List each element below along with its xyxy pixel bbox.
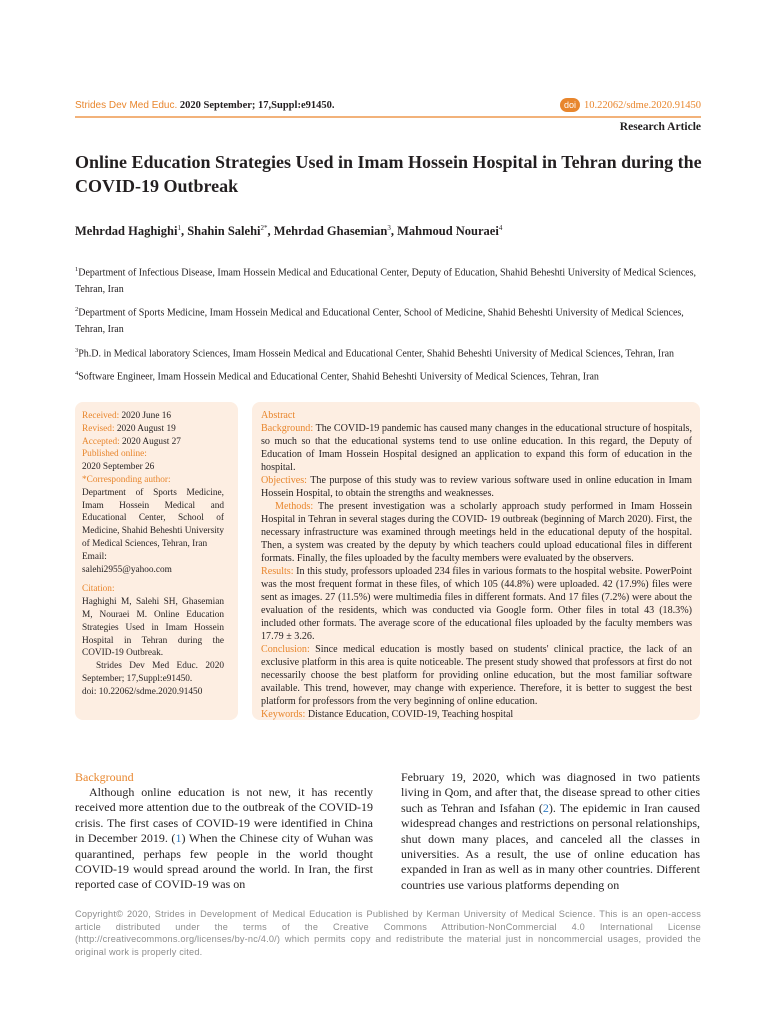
keywords-label: Keywords: bbox=[261, 709, 306, 720]
abstract-background bbox=[261, 422, 692, 474]
published-label: Published online: bbox=[82, 449, 147, 460]
citation-text: Haghighi M, Salehi SH, Ghasemian M, Nouraei M. Online Education Strategies Used in Imam Hossein Hospital in Tehran during the COVID-19 Outbreak. bbox=[82, 597, 224, 659]
header-divider bbox=[75, 116, 701, 118]
reference-link[interactable]: 2 bbox=[542, 800, 549, 815]
corresponding-label: *Corresponding author: bbox=[82, 474, 171, 485]
conclusion-text: Since medical education is mostly based on students' clinical practice, the lack of an exclusive platform in this area is quite noticeable. The present study showed that professors at first do not necessarily choose the best platform for providing online education, but the most familiar software available. This trend, however, may change with experience. Therefore, it is better to suggest the best platform for professors from the very beginning of online education. bbox=[261, 644, 692, 707]
corresponding-address: Department of Sports Medicine, Imam Hossein Medical and Educational Center, School of Medicine, Shahid Beheshti University of Medical Sciences, Tehran, Iran bbox=[82, 487, 225, 549]
article-info-box bbox=[75, 402, 238, 720]
affiliation-mark: 2 bbox=[75, 306, 79, 314]
author-affil-mark: 3 bbox=[387, 224, 391, 232]
keywords-text: Distance Education, COVID-19, Teaching hospital bbox=[305, 709, 514, 720]
affiliation-text: Ph.D. in Medical laboratory Sciences, Imam Hossein Medical and Educational Center, Shahid Beheshti University of Medical Sciences, Tehran, Iran bbox=[78, 347, 675, 359]
author-separator: , bbox=[267, 224, 274, 239]
accepted-date bbox=[82, 436, 224, 449]
background-text: The COVID-19 pandemic has caused many changes in the educational structure of hospitals, so much so that the educational systems tend to use online education. In this regard, the Deputy of Education of Imam Hossein Hospital designed an application to expand this form of education in the hospital. bbox=[261, 423, 692, 473]
received-date bbox=[82, 410, 224, 423]
results-text: In this study, professors uploaded 234 files in various formats to the hospital website. PowerPoint was the most frequent format in these files, of which 105 (44.8%) were uploaded. 42 (17.9%) files were sent as images. 27 (11.5%) were multimedia files in different formats. And 17 files (7.2%) were about the evaluation of the residents, which was conducted via Google form. Other files in total 43 (18.3%) included other formats. The average score of the educational files uploaded by the faculty members was 17.79 ± 3.26. bbox=[261, 566, 692, 642]
doi-text[interactable]: 10.22062/sdme.2020.91450 bbox=[584, 99, 701, 111]
published-value: 2020 September 26 bbox=[82, 462, 155, 473]
received-value: 2020 June 16 bbox=[119, 411, 172, 421]
body-text: ). The epidemic in Iran caused widespread changes and restrictions on personal relationships, shut down many places, and canceled all the classes in universities. As a result, the use of online education has expanded in Iran as well as in many other countries. Different countries use various platforms depending on bbox=[401, 800, 700, 892]
objectives-text: The purpose of this study was to review various software used in online education in Imam Hossein Hospital, to obtain the strengths and weaknesses. bbox=[261, 475, 692, 499]
revised-value: 2020 August 19 bbox=[114, 423, 176, 434]
author-name: Mahmoud Nouraei bbox=[397, 224, 499, 239]
doi-link[interactable] bbox=[560, 98, 701, 112]
author-affil-mark: 4 bbox=[498, 224, 503, 232]
body-paragraph bbox=[75, 785, 373, 893]
abstract-results bbox=[261, 565, 692, 643]
revised-date bbox=[82, 423, 224, 436]
objectives-label: Objectives: bbox=[261, 475, 307, 486]
citation-doi[interactable]: doi: 10.22062/sdme.2020.91450 bbox=[82, 686, 203, 697]
affiliation-mark: 3 bbox=[75, 346, 79, 354]
methods-label: Methods: bbox=[275, 501, 314, 512]
affiliation-list bbox=[75, 262, 705, 390]
author-name: Shahin Salehi bbox=[187, 224, 261, 239]
conclusion-label: Conclusion: bbox=[261, 644, 310, 655]
affiliation-text: Department of Sports Medicine, Imam Hossein Medical and Educational Center, School of Medicine, Shahid Beheshti University of Medical Sciences, Tehran, Iran bbox=[75, 307, 684, 336]
author-affil-mark: 2* bbox=[260, 224, 268, 232]
abstract-conclusion bbox=[261, 643, 692, 708]
page-header bbox=[75, 98, 701, 116]
revised-label: Revised: bbox=[82, 423, 115, 434]
author-name: Mehrdad Haghighi bbox=[75, 224, 178, 239]
affiliation-mark: 4 bbox=[75, 370, 79, 378]
affiliation bbox=[75, 343, 705, 363]
author-separator: , bbox=[390, 224, 398, 239]
body-column-left bbox=[75, 770, 373, 893]
body-paragraph bbox=[401, 770, 700, 893]
journal-name[interactable]: Strides Dev Med Educ. bbox=[75, 100, 178, 111]
results-label: Results: bbox=[261, 566, 294, 577]
author-name: Mehrdad Ghasemian bbox=[273, 224, 388, 239]
email-link[interactable]: salehi2955@yahoo.com bbox=[82, 564, 172, 575]
body-text: February 19, 2020, which was diagnosed in two patients living in Qom, and after that, the disease spread to other cities such as Tehran and Isfahan ( bbox=[401, 770, 700, 815]
author-separator: , bbox=[180, 224, 188, 239]
methods-text: The present investigation was a scholarly approach study performed in Imam Hossein Hospital in Tehran in several stages during the COVID- 19 outbreak (beginning of March 2020). First, the necessary infrastructure was examined through meetings held in the educational deputy of the hospital. Then, a system was created by the deputy by which teachers could upload educational files in different formats. Finally, the files uploaded by the faculty members were evaluated by the observers. bbox=[261, 501, 692, 564]
doi-icon: doi bbox=[560, 98, 580, 112]
abstract-objectives bbox=[261, 474, 692, 500]
abstract-box bbox=[252, 402, 700, 720]
reference-link[interactable]: 1 bbox=[175, 831, 182, 846]
journal-citation-line bbox=[75, 100, 334, 111]
received-label: Received: bbox=[82, 411, 120, 421]
article-type-label: Research Article bbox=[619, 121, 701, 133]
background-label: Background: bbox=[261, 423, 314, 434]
abstract-keywords bbox=[261, 708, 692, 721]
journal-issue: 2020 September; 17,Suppl:e91450. bbox=[177, 100, 335, 111]
accepted-label: Accepted: bbox=[82, 436, 120, 447]
affiliation-mark: 1 bbox=[75, 266, 79, 273]
abstract-methods bbox=[261, 500, 692, 565]
affiliation bbox=[75, 366, 705, 386]
section-heading-background: Background bbox=[75, 770, 134, 784]
article-title: Online Education Strategies Used in Imam Hossein Hospital in Tehran during the COVID-19 Outbreak bbox=[75, 152, 702, 196]
affiliation-text: Department of Infectious Disease, Imam Hossein Medical and Educational Center, Deputy of Education, Shahid Beheshti University of Medical Sciences, Tehran, Iran bbox=[75, 267, 697, 295]
affiliation bbox=[75, 302, 705, 338]
citation-journal: Strides Dev Med Educ. 2020 September; 17,Suppl:e91450. bbox=[82, 661, 224, 684]
citation-label: Citation: bbox=[82, 584, 115, 595]
body-column-right bbox=[401, 770, 700, 893]
affiliation-text: Software Engineer, Imam Hossein Medical and Educational Center, Shahid Beheshti University of Medical Sciences, Tehran, Iran bbox=[78, 371, 599, 383]
abstract-heading: Abstract bbox=[261, 410, 296, 421]
body-text: Although online education is not new, it has recently received more attention due to the outbreak of the COVID-19 crisis. The first cases of COVID-19 were identified in China in December 2019. ( bbox=[75, 785, 373, 846]
copyright-footer: Copyright© 2020, Strides in Development of Medical Education is Published by Kerman University of Medical Science. This is an open-access article distributed under the terms of the Creative Commons Attribution-NonCommercial 4.0 International License (http://creativecommons.org/licenses/by-nc/4.0/) which permits copy and redistribute the material just in noncommercial usages, provided the original work is properly cited. bbox=[75, 909, 701, 957]
body-text: ) When the Chinese city of Wuhan was quarantined, perhaps few people in the world thought COVID-19 would spread around the world. In Iran, the first reported case of COVID-19 was on bbox=[75, 831, 373, 892]
affiliation bbox=[75, 262, 705, 298]
email-label: Email: bbox=[82, 551, 107, 562]
accepted-value: 2020 August 27 bbox=[119, 436, 181, 447]
author-affil-mark: 1 bbox=[177, 224, 181, 232]
author-list bbox=[75, 224, 701, 239]
